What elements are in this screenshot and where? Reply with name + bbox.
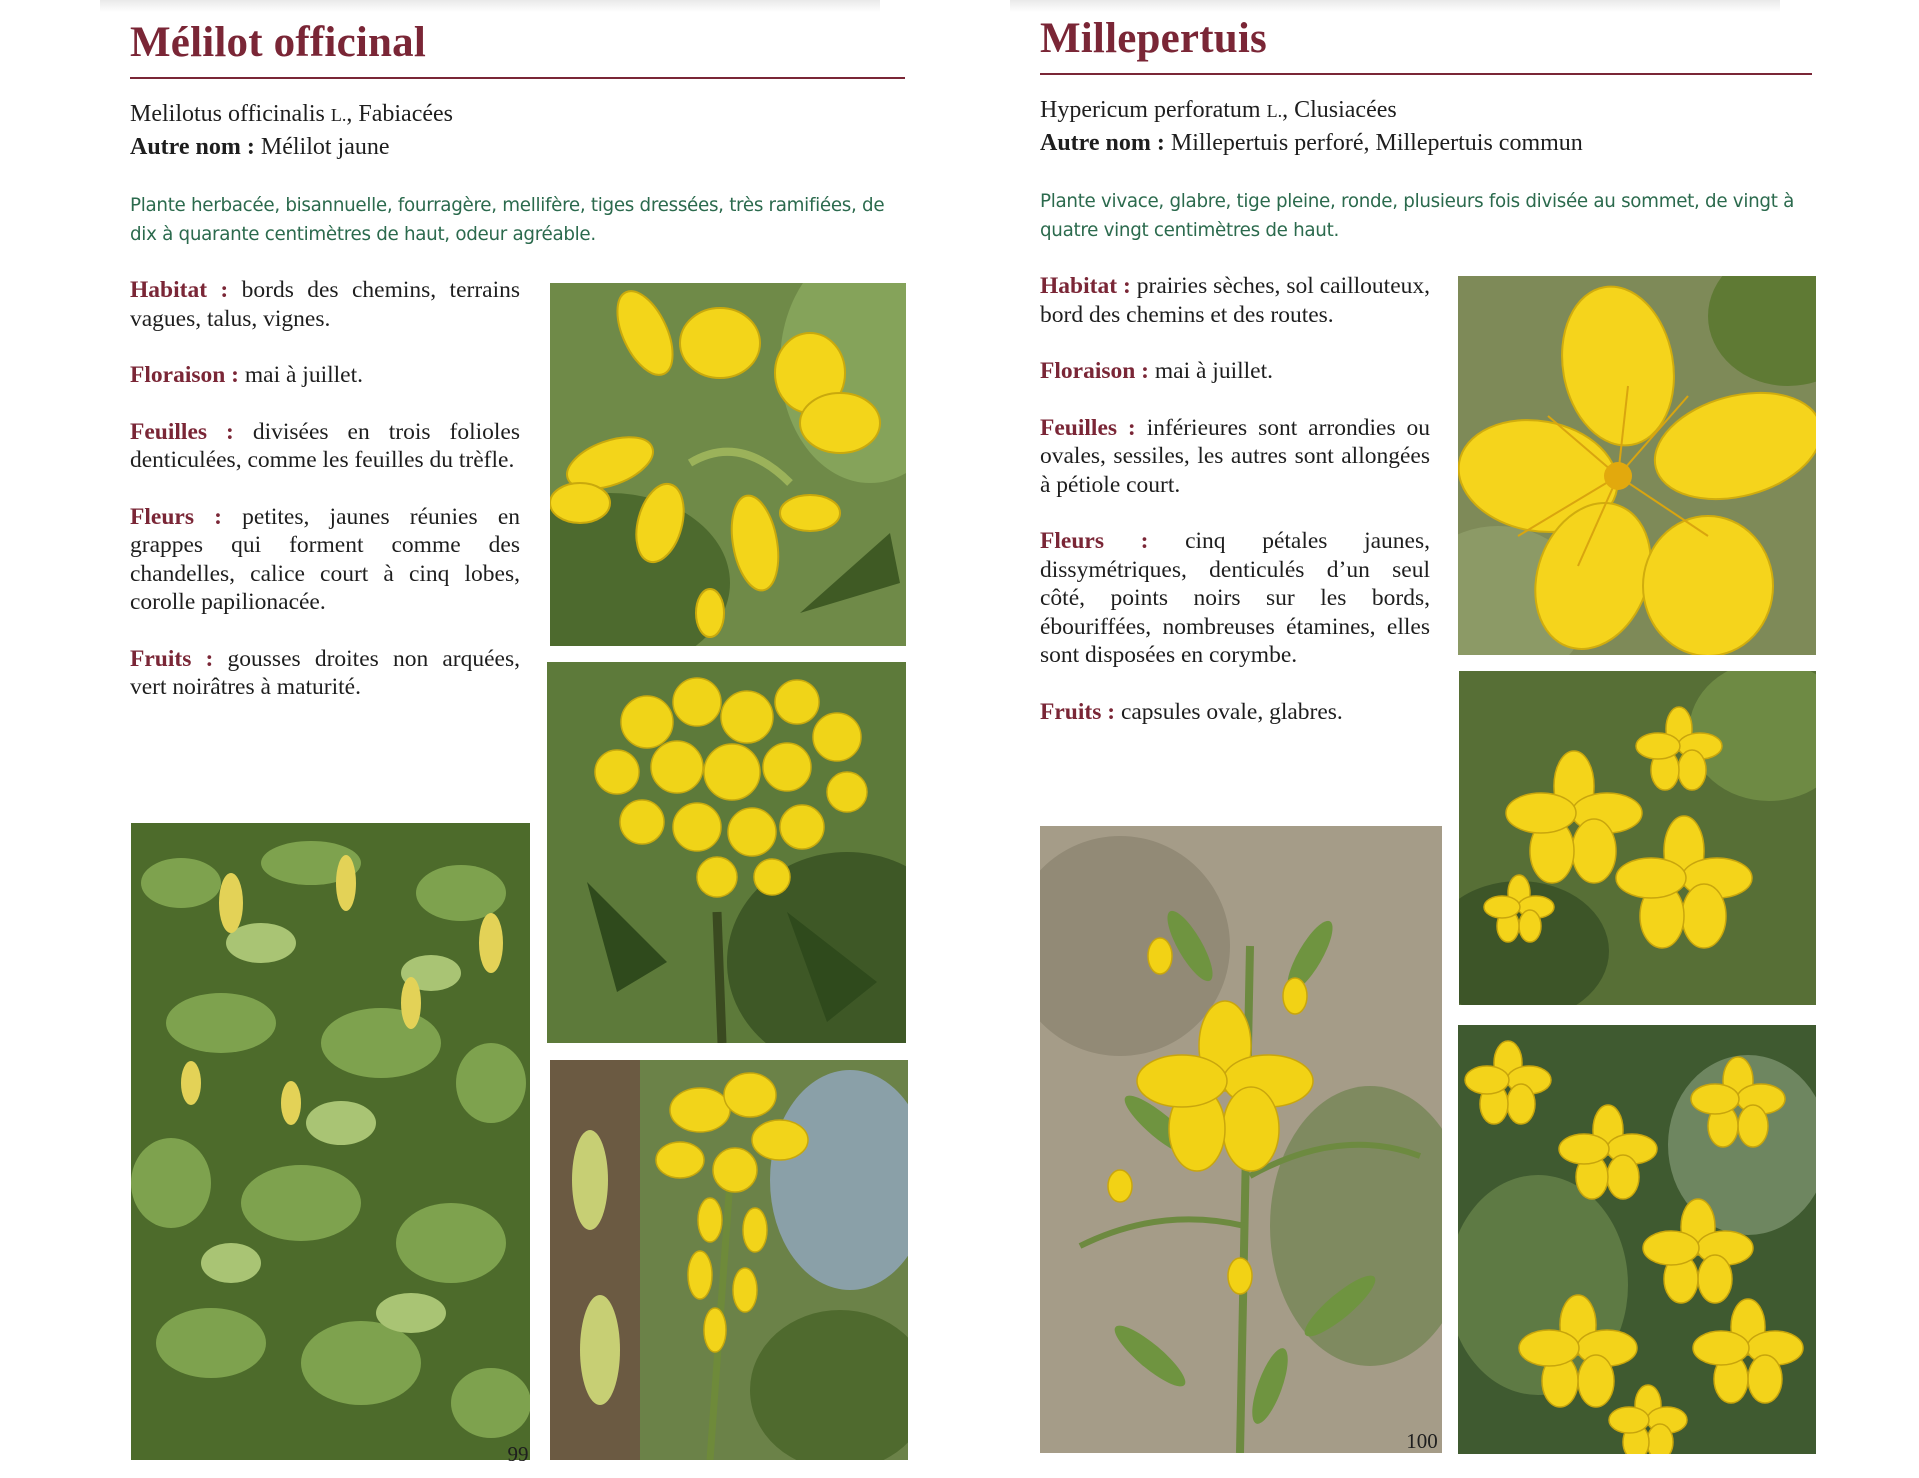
photo-melilot-plant [131, 823, 530, 1460]
field-label: Habitat : [130, 277, 229, 303]
scientific-name-line: Hypericum perforatum L., Clusiacées [1040, 97, 1397, 123]
field-list [130, 276, 520, 730]
photo-millepertuis-flowers [1459, 671, 1816, 1005]
latin-name: Melilotus officinalis [130, 101, 325, 127]
author-abbrev: L. [330, 105, 347, 125]
field-text: petites, jaunes réunies en grappes qui forment comme des chandelles, calice court à cinq lobes, corolle papilionacée. [130, 503, 520, 615]
family-name: Clusiacées [1294, 97, 1397, 123]
page-title: Millepertuis [1040, 15, 1267, 62]
field-text: cinq pétales jaunes, dissymétriques, denticulés d’un seul côté, points noirs sur les bords, ébouriffées, nombreuses étamines, elles sont disposées en corymbe. [1040, 528, 1430, 668]
photo-melilot-flower-closeup [550, 283, 906, 646]
field-label: Feuilles : [130, 418, 234, 445]
field-fruits [130, 645, 520, 702]
field-label: Fruits : [1040, 698, 1116, 725]
field-fleurs [130, 503, 520, 617]
plant-description: Plante vivace, glabre, tige pleine, ronde, plusieurs fois divisée au sommet, de vingt à quatre vingt centimètres de haut. [1040, 191, 1794, 241]
title-rule [130, 77, 905, 79]
photo-millepertuis-corymb [1458, 1025, 1816, 1454]
field-text: divisées en trois folioles denticulées, comme les feuilles du trèfle. [130, 418, 520, 473]
field-label: Fleurs : [130, 503, 222, 530]
photo-melilot-raceme [550, 1060, 908, 1460]
other-name: Mélilot jaune [260, 134, 390, 160]
field-list [1040, 272, 1430, 754]
page-number: 100 [1406, 1429, 1438, 1453]
plant-description: Plante herbacée, bisannuelle, fourragère, mellifère, tiges dressées, très ramifiées, de dix à quarante centimètres de haut, odeur agréable. [130, 195, 885, 245]
field-text: inférieures sont arrondies ou ovales, sessiles, les autres sont allongées à pétiole court. [1040, 414, 1431, 498]
field-text: mai à juillet. [244, 362, 364, 388]
field-label: Fruits : [130, 645, 214, 672]
field-fleurs [1040, 527, 1430, 670]
title-rule [1040, 73, 1812, 75]
latin-name: Hypericum perforatum [1040, 97, 1261, 123]
field-feuilles [130, 418, 520, 475]
field-habitat [130, 276, 520, 333]
scientific-name-line: Melilotus officinalis L., Fabiacées [130, 101, 453, 127]
field-floraison [1040, 357, 1430, 386]
other-name-label: Autre nom : [1040, 130, 1165, 156]
field-text: bords des chemins, terrains vagues, talus, vignes. [130, 277, 521, 332]
field-floraison [130, 361, 520, 390]
field-text: gousses droites non arquées, vert noirâtres à maturité. [130, 645, 521, 700]
field-label: Feuilles : [1040, 414, 1136, 441]
field-label: Floraison : [1040, 358, 1150, 384]
photo-millepertuis-plant [1040, 826, 1442, 1453]
other-name-line [1040, 127, 1583, 160]
family-name: Fabiacées [358, 101, 453, 127]
field-text: mai à juillet. [1154, 358, 1274, 384]
photo-melilot-flower-cluster [547, 662, 906, 1043]
page-millepertuis [960, 0, 1919, 1478]
field-fruits [1040, 698, 1430, 727]
field-label: Fleurs : [1040, 528, 1149, 554]
page-number: 99 [507, 1442, 529, 1466]
field-text: prairies sèches, sol caillouteux, bord des chemins et des routes. [1040, 273, 1430, 328]
field-label: Habitat : [1040, 273, 1131, 299]
field-habitat [1040, 272, 1430, 329]
other-name-label: Autre nom : [130, 134, 255, 160]
page-title: Mélilot officinal [130, 19, 426, 66]
field-label: Floraison : [130, 362, 240, 388]
photo-millepertuis-flower-closeup [1458, 276, 1816, 655]
other-name: Millepertuis perforé, Millepertuis commun [1170, 130, 1583, 156]
field-text: capsules ovale, glabres. [1120, 698, 1343, 725]
author-abbrev: L. [1266, 101, 1283, 121]
field-feuilles [1040, 414, 1430, 500]
other-name-line [130, 131, 390, 164]
